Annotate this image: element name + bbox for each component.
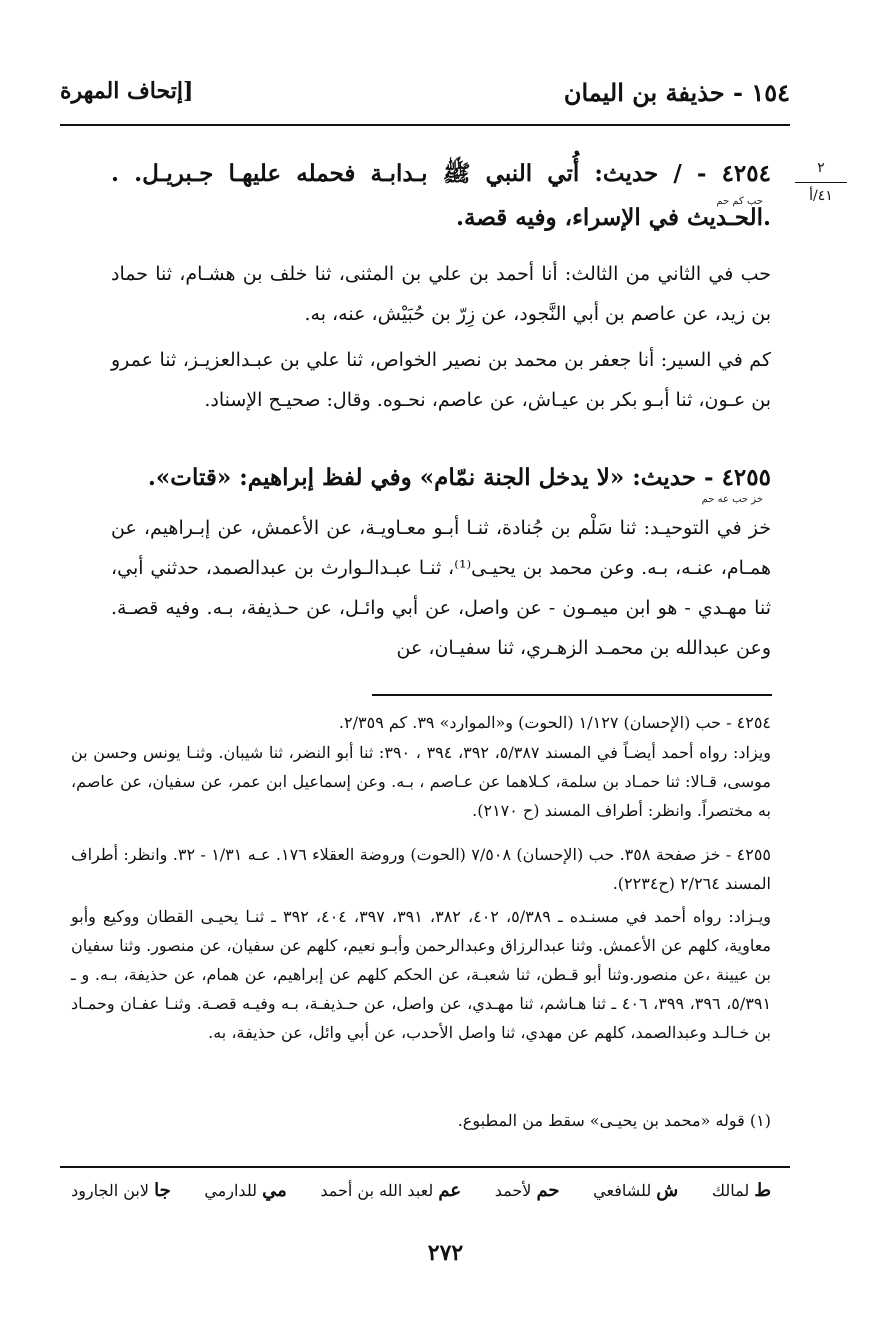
hadith-paragraph: كم في السير: أنا جعفر بن محمد بن نصير الخواص، ثنا علي بن عبـدالعزيـز، ثنا عمرو بن عـون، ثنا أبـو بكر بن عيـاش، عن عاصم، نحـوه. وقال: صحيـح الإسناد. <box>111 349 771 411</box>
manuscript-folio-ref: ٤١/أ <box>809 188 833 204</box>
abbreviation-item: مي للدارمي <box>204 1180 287 1201</box>
abbreviations-key <box>71 1180 771 1201</box>
footnote: ويزاد: رواه أحمد أيضـاً في المسند ٥/٣٨٧، ٣٩٢، ٣٩٤ ، ٣٩٠: ثنا أبو النضر، ثنا شيبان. وثنـا يونس وحسن بن موسى، قـالا: ثنا حمـاد بن سلمة، كـلاهما عن عـاصم ، بـه. وعن إسماعيل ابن عمر، عن سفيان، عن عاصم، به مختصراً. وانظر: أطراف المسند (ح ٢١٧٠). <box>71 743 772 820</box>
abbreviation-item: حم لأحمد <box>494 1180 560 1201</box>
hadith-entry <box>111 456 771 500</box>
abbreviation-item: عم لعبد الله بن أحمد <box>320 1180 462 1201</box>
footnote-rule <box>372 694 772 696</box>
book-title: [إتحاف المهرة <box>60 78 194 104</box>
footnote: ٤٢٥٤ - حب (الإحسان) ١/١٢٧ (الحوت) و«الموارد» ٣٩. كم ٢/٣٥٩. <box>338 713 771 732</box>
abbreviation-item: جا لابن الجارود <box>71 1180 171 1201</box>
hadith-siglum: حب كم حم <box>716 196 763 207</box>
hadith-entry <box>111 152 771 240</box>
hadith-siglum: خز حب عه حم <box>701 494 763 505</box>
abbreviations-rule <box>60 1166 790 1168</box>
hadith-paragraph: خز في التوحيـد: ثنا سَلْم بن جُنادة، ثنـا أبـو معـاويـة، عن الأعمش، عن إبـراهيم، عن همـام، عنـه، بـه. وعن محمد بن يحيـى⁽¹⁾، ثنـا عبـدالـوارث بن عبدالصمد، حدثني أبي، ثنا مهـدي - هو ابن ميمـون - عن واصل، عن أبي وائـل، عن حـذيفة، بـه. وفيه قصـة. وعن عبدالله بن محمـد الزهـري، ثنا سفيـان، عن <box>111 517 771 659</box>
running-title: ١٥٤ - حذيفة بن اليمان <box>563 78 790 107</box>
footnote: ٤٢٥٥ - خز صفحة ٣٥٨. حب (الإحسان) ٧/٥٠٨ (الحوت) وروضة العقلاء ١٧٦. عـه ١/٣١ - ٣٢. وانظر: أطراف المسند ٢/٢٦٤ (ح٢٢٣٤). <box>71 845 772 893</box>
margin-divider <box>795 182 847 183</box>
hadith-heading: ٤٢٥٥ - حديث: «لا يدخل الجنة نمّام» وفي لفظ إبراهيم: «قتات». <box>147 464 771 491</box>
margin-number: ٢ <box>817 160 825 176</box>
abbreviation-item: ش للشافعي <box>593 1180 679 1201</box>
hadith-paragraph: حب في الثاني من الثالث: أنا أحمد بن علي بن المثنى، ثنا خلف بن هشـام، ثنا حماد بن زيد، عن عاصم بن أبي النَّجود، عن زِرّ بن حُبَيْش، عنه، به. <box>111 263 771 325</box>
hadith-heading: ٤٢٥٤ - / حديث: أُتي النبي ﷺ بـدابـة فحمله عليهـا جـبريـل. . .الحـديث في الإسراء، وفيه قصة. <box>111 160 771 231</box>
header-rule <box>60 124 790 126</box>
page-header <box>60 78 790 116</box>
page-number: ٢٧٢ <box>427 1240 464 1266</box>
footnote: (١) قوله «محمد بن يحيـى» سقط من المطبوع. <box>457 1111 771 1130</box>
footnote: ويـزاد: رواه أحمد في مسنـده ـ ٥/٣٨٩، ٤٠٢، ٣٨٢، ٣٩١، ٣٩٧، ٤٠٤، ٣٩٢ ـ ثنـا يحيـى القطان ووكيع وأبو معاوية، كلهم عن الأعمش. وثنا عبدالرزاق وعبدالرحمن وأبـو نعيم، كلهم عن سفيان، عن منصور. وثنا سفيان بن عيينة ،عن منصور.وثنا أبو قـطن، ثنا شعبـة، عن الحكم كلهم عن إبراهيم، عن همام، عن حذيفة، بـه. و ـ ٥/٣٩١، ٣٩٦، ٣٩٩، ٤٠٦ ـ ثنا هـاشم، ثنا مهـدي، عن واصل، عن حـذيفـة، بـه وفيـه قصـة. وثنـا عفـان وحمـاد بن خـالـد وعبدالصمد، كلهم عن مهدي، ثنا واصل الأحدب، عن أبي وائل، عن حذيفة، به. <box>71 907 772 1042</box>
abbreviation-item: ط لمالك <box>711 1180 771 1201</box>
